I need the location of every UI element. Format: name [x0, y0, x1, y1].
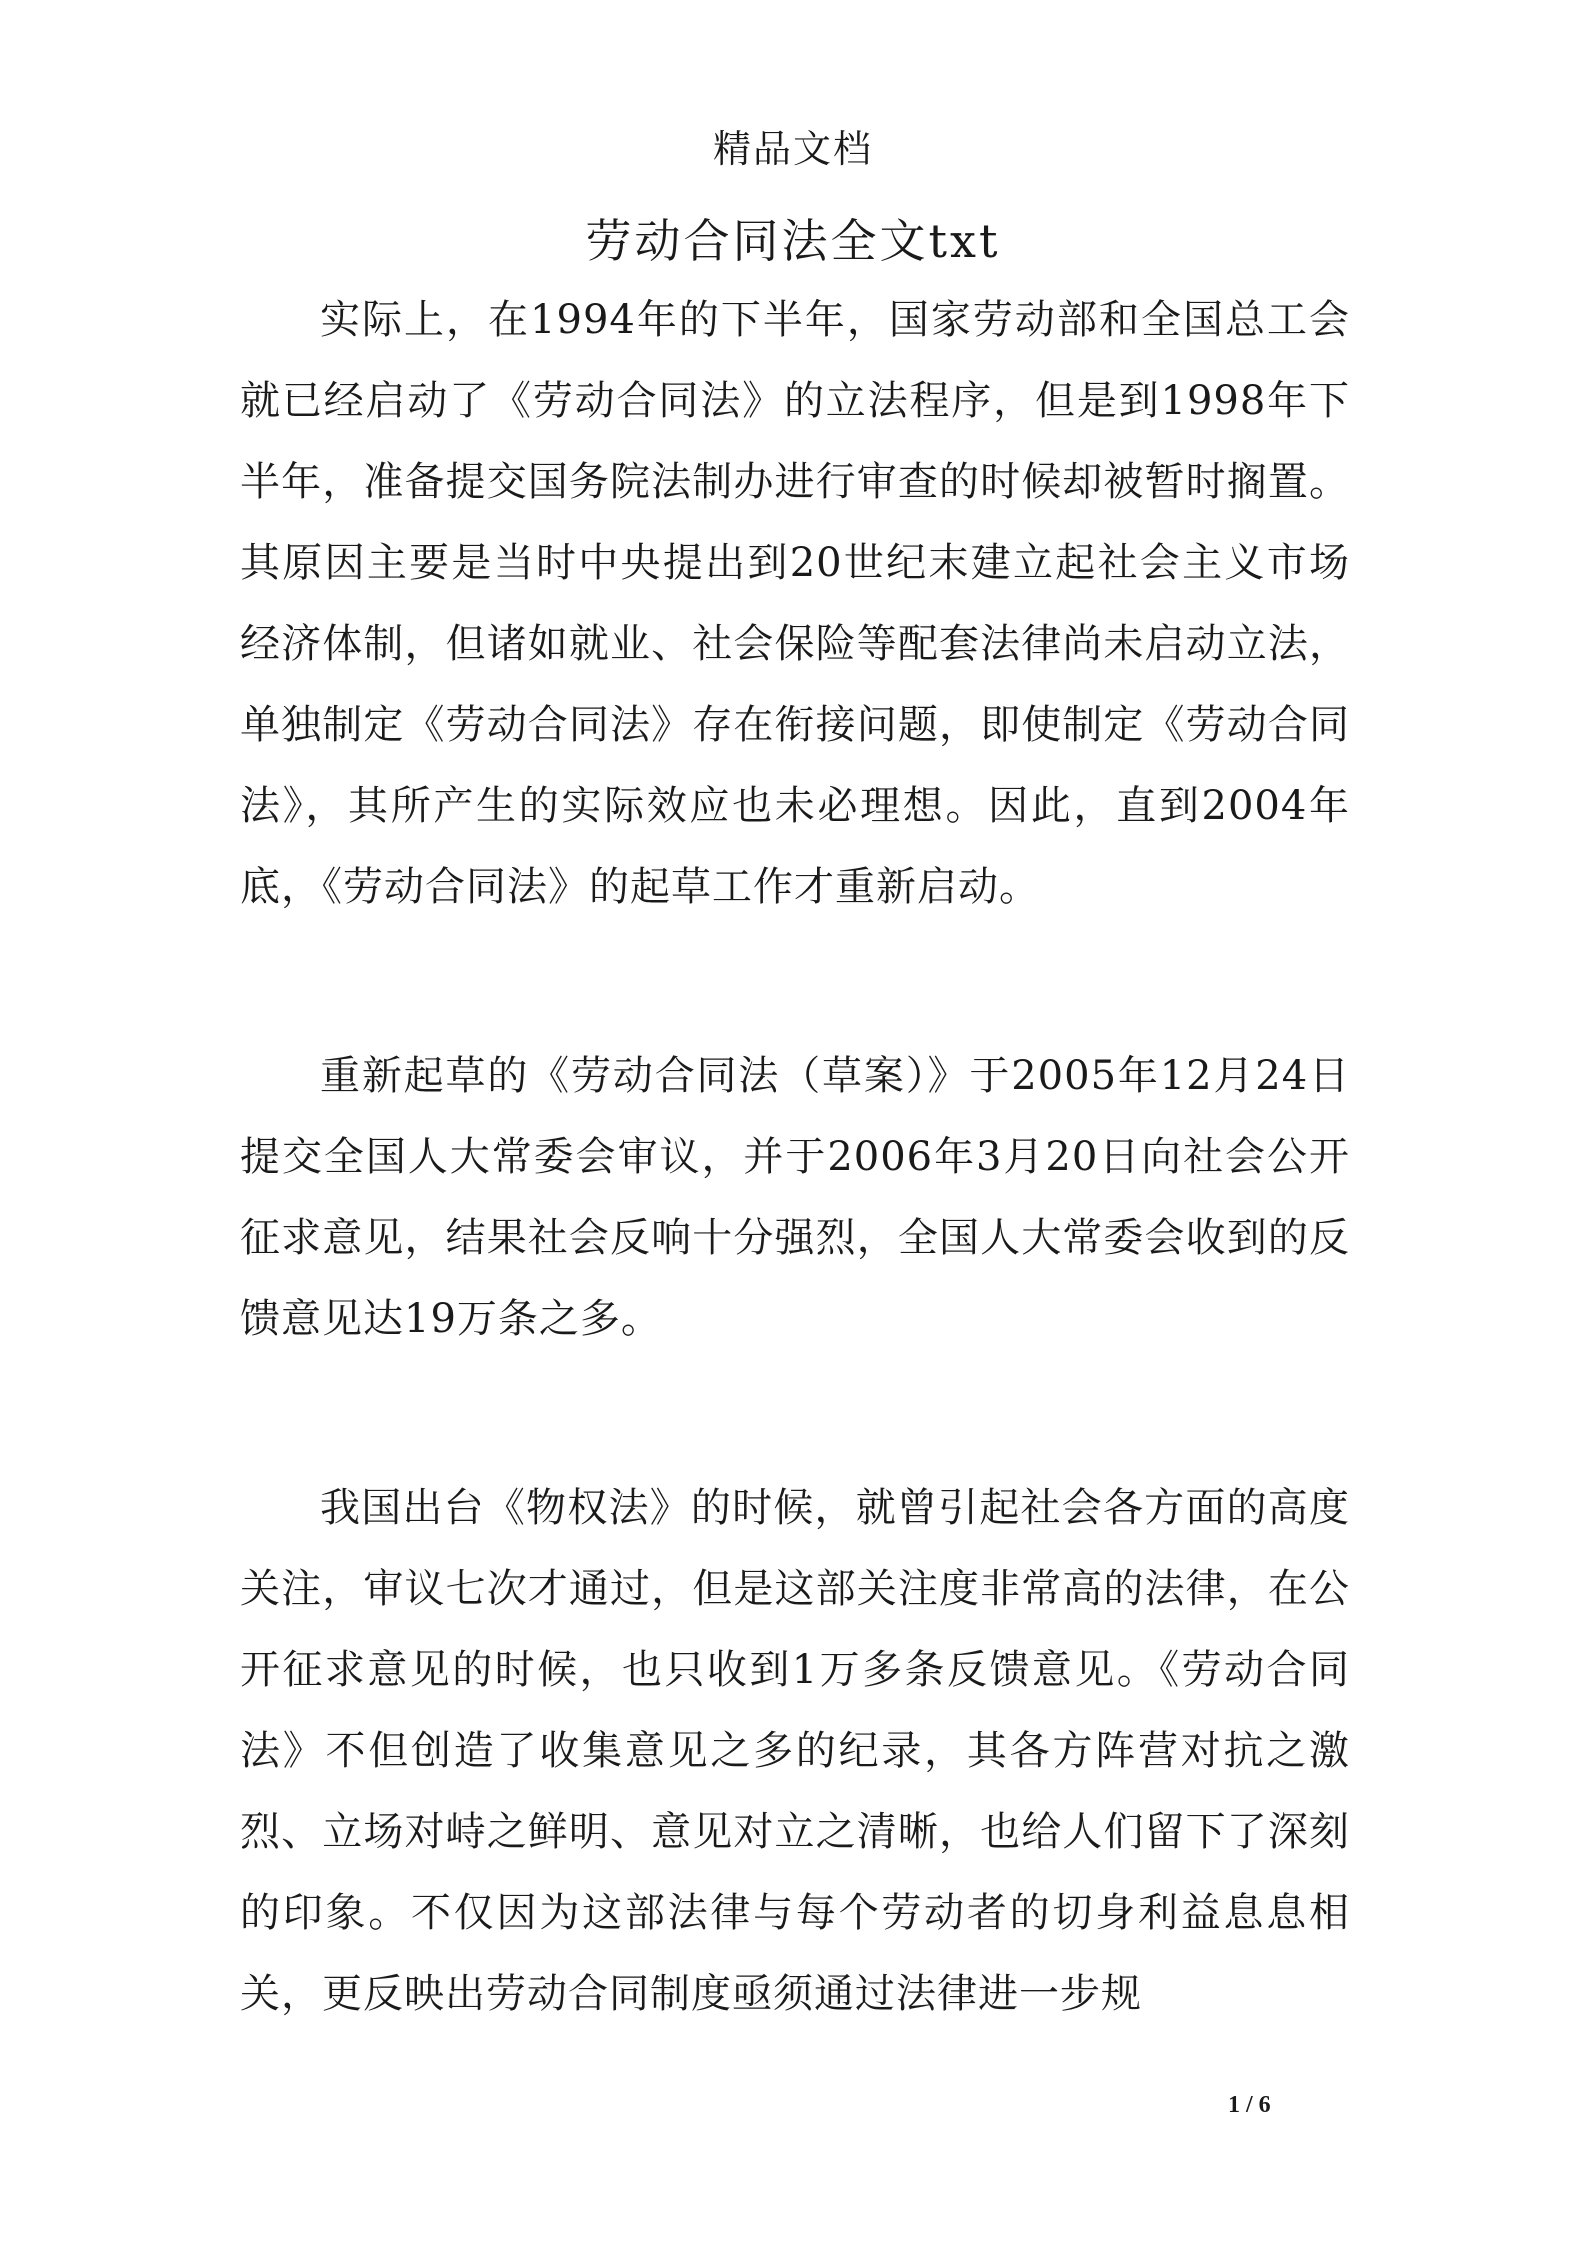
- paragraph-2: 重新起草的《劳动合同法（草案）》于2005年12月24日提交全国人大常委会审议，并于2006年3月20日向社会公开征求意见，结果社会反响十分强烈，全国人大常委会收到的反馈意见达19万条之多。: [240, 1053, 1350, 1342]
- document-title: 劳动合同法全文txt: [585, 214, 1001, 268]
- page-header: 精品文档: [712, 127, 873, 171]
- paragraph-1: 实际上，在1994年的下半年，国家劳动部和全国总工会就已经启动了《劳动合同法》的立法程序，但是到1998年下半年，准备提交国务院法制办进行审查的时候却被暂时搁置。其原因主要是当时中央提出到20世纪末建立起社会主义市场经济体制，但诸如就业、社会保险等配套法律尚未启动立法，单独制定《劳动合同法》存在衔接问题，即使制定《劳动合同法》，其所产生的实际效应也未必理想。因此，直到2004年底，《劳动合同法》的起草工作才重新启动。: [240, 297, 1350, 910]
- page-number: 1 / 6: [1228, 2092, 1271, 2118]
- document-body: [240, 280, 1350, 2035]
- paragraph-3: 我国出台《物权法》的时候，就曾引起社会各方面的高度关注，审议七次才通过，但是这部关注度非常高的法律，在公开征求意见的时候，也只收到1万多条反馈意见。《劳动合同法》不但创造了收集意见之多的纪录，其各方阵营对抗之激烈、立场对峙之鲜明、意见对立之清晰，也给人们留下了深刻的印象。不仅因为这部法律与每个劳动者的切身利益息息相关，更反映出劳动合同制度亟须通过法律进一步规: [240, 1485, 1350, 2017]
